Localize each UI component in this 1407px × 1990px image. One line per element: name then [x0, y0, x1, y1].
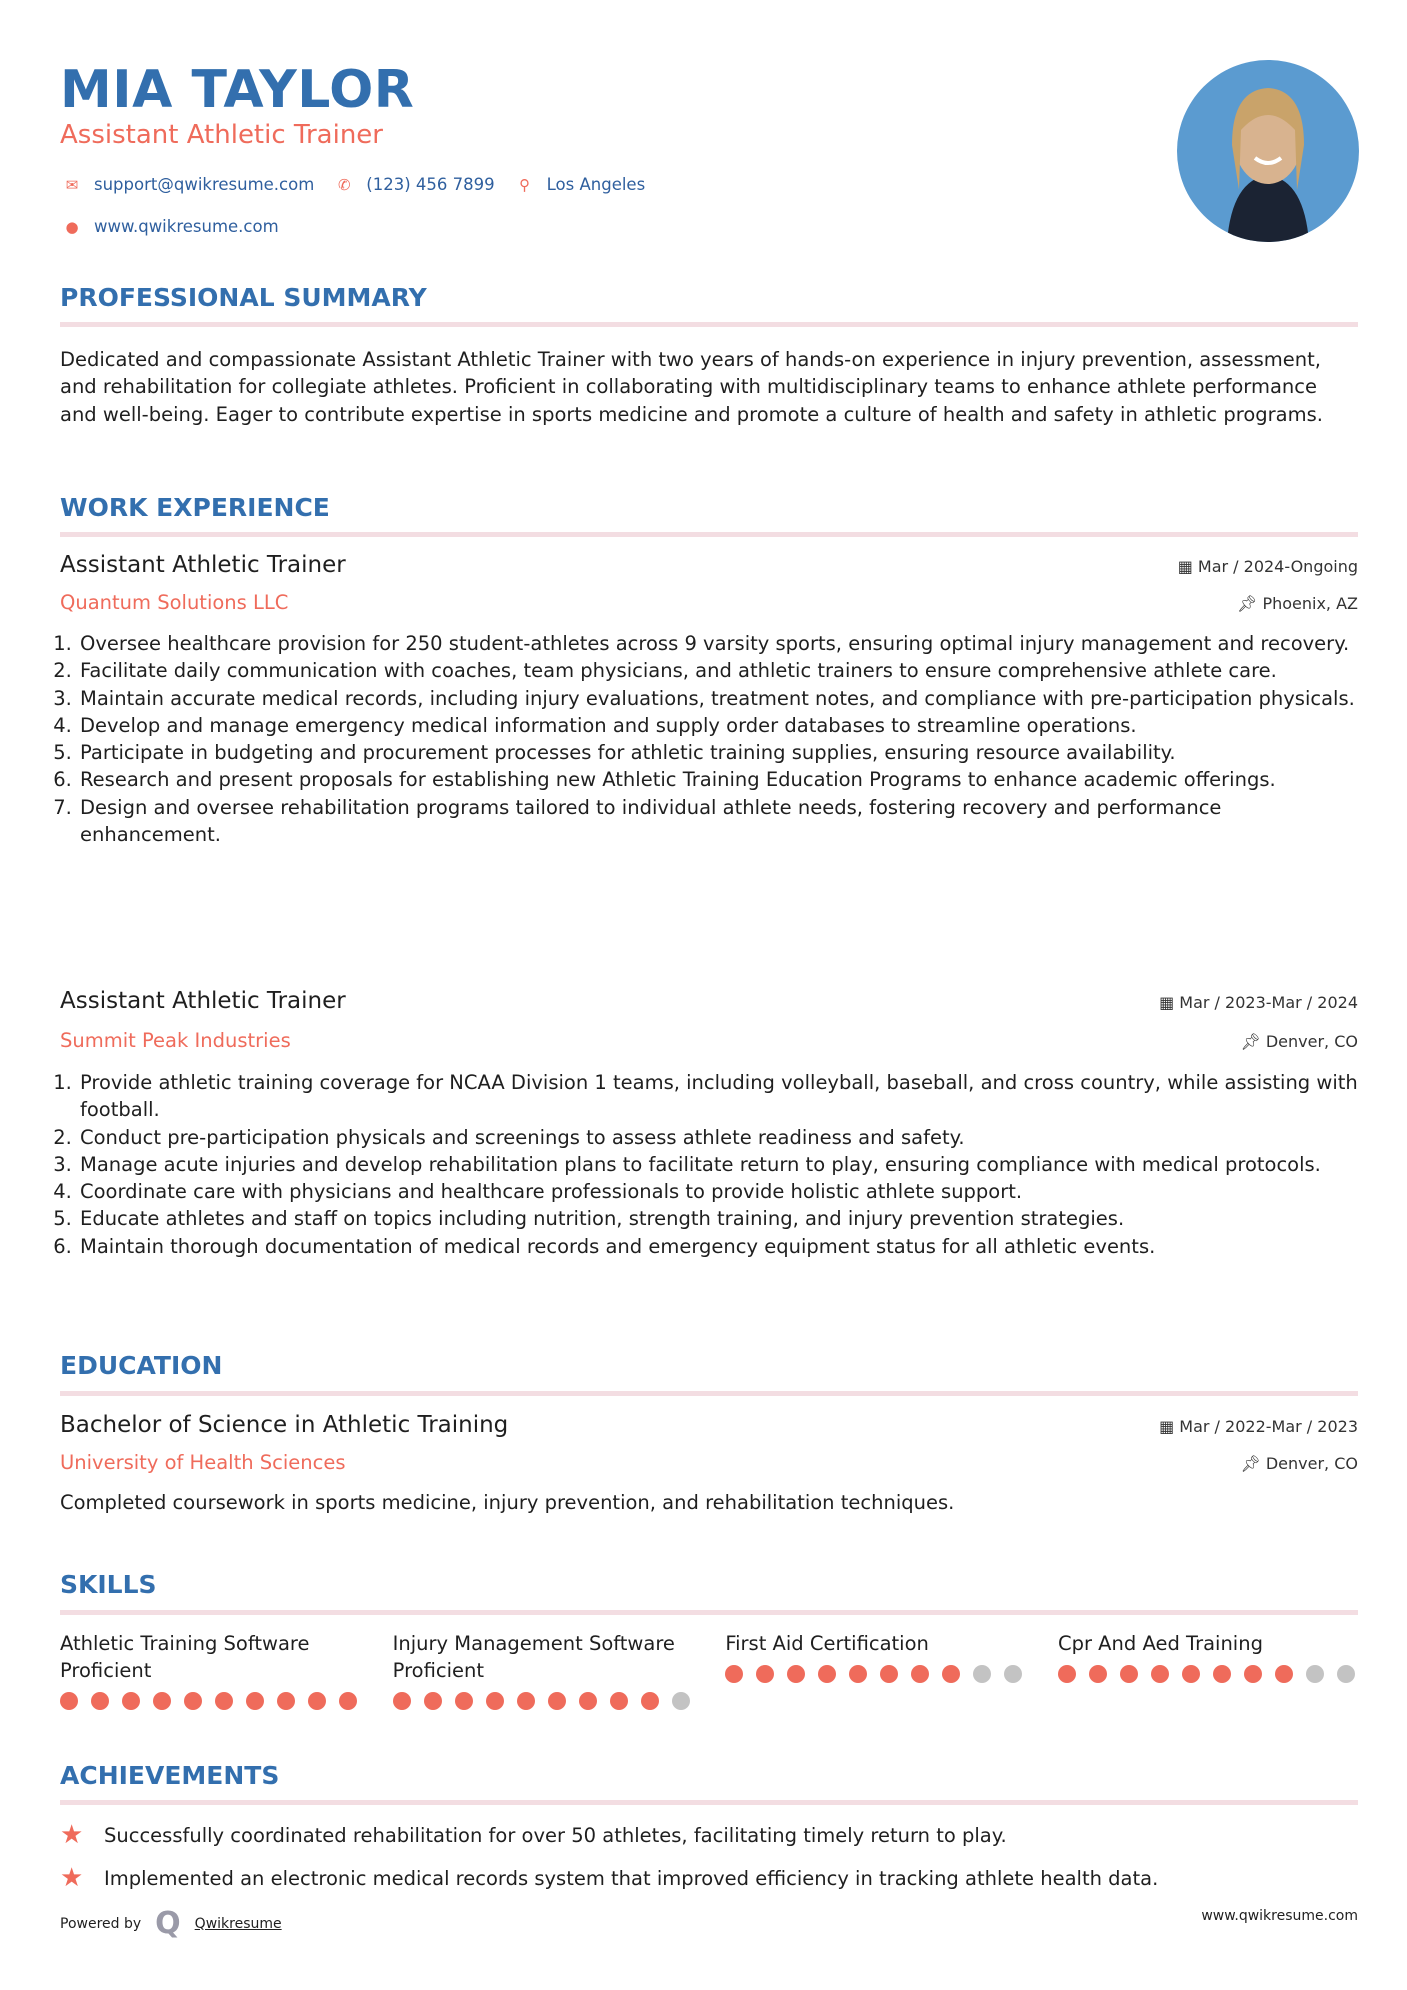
rating-dot-filled [641, 1692, 659, 1710]
phone-text: (123) 456 7899 [366, 175, 495, 194]
job-2-duties [60, 1069, 1358, 1260]
location-text: Los Angeles [546, 175, 646, 194]
footer-brand [60, 1906, 282, 1941]
list-item: 1. Oversee healthcare provision for 250 student-athletes across 9 varsity sports, ensuring optimal injury management and recovery. [78, 630, 1358, 657]
skill-name: Injury Management Software Proficient [392, 1632, 675, 1682]
list-item: 7. Design and oversee rehabilitation programs tailored to individual athlete needs, fostering recovery and performance enhancement. [78, 794, 1358, 849]
pin-icon: 📌︎ [1240, 1454, 1266, 1473]
footer-site[interactable]: www.qwikresume.com [1201, 1908, 1358, 1924]
achievement-text: Implemented an electronic medical records system that improved efficiency in tracking athlete health data. [104, 1866, 1159, 1890]
email-icon: ✉ [65, 175, 79, 194]
pin-icon: 📌︎ [1240, 1032, 1266, 1051]
rating-dot-empty [1306, 1665, 1324, 1683]
skill-item [725, 1630, 1025, 1710]
experience-heading: WORK EXPERIENCE [60, 493, 330, 522]
rating-dot-filled [756, 1665, 774, 1683]
list-item: 4. Coordinate care with physicians and healthcare professionals to provide holistic athlete support. [78, 1178, 1358, 1205]
location-pin-icon: ⚲ [519, 175, 531, 194]
rating-dot-filled [60, 1692, 78, 1710]
rating-dot-filled [579, 1692, 597, 1710]
star-icon: ★ [60, 1820, 84, 1850]
divider [60, 322, 1358, 327]
achievement-item [60, 1820, 1007, 1850]
rating-dot-empty [1004, 1665, 1022, 1683]
calendar-icon: ▦ [1159, 1417, 1180, 1436]
skill-item [393, 1630, 693, 1710]
qwikresume-logo-icon: Q [155, 1906, 181, 1941]
rating-dot-filled [818, 1665, 836, 1683]
skill-name: Athletic Training Software Proficient [60, 1632, 310, 1682]
job-title: Assistant Athletic Trainer [60, 988, 346, 1014]
education-description: Completed coursework in sports medicine, injury prevention, and rehabilitation techniques. [60, 1491, 955, 1514]
rating-dot-filled [1058, 1665, 1076, 1683]
job-date: Mar / 2023-Mar / 2024 [1179, 993, 1358, 1012]
divider [60, 1800, 1358, 1805]
rating-dot-filled [1120, 1665, 1138, 1683]
rating-dot-filled [942, 1665, 960, 1683]
achievement-text: Successfully coordinated rehabilitation for over 50 athletes, facilitating timely return to play. [104, 1823, 1007, 1847]
list-item: 1. Provide athletic training coverage for NCAA Division 1 teams, including volleyball, baseball, and cross country, while assisting with football. [78, 1069, 1358, 1124]
job-1-duties [60, 630, 1358, 848]
list-item: 4. Develop and manage emergency medical information and supply order databases to streamline operations. [78, 712, 1358, 739]
rating-dot-empty [1337, 1665, 1355, 1683]
star-icon: ★ [60, 1863, 84, 1893]
rating-dot-filled [548, 1692, 566, 1710]
rating-dot-filled [122, 1692, 140, 1710]
company-name: Summit Peak Industries [60, 1029, 291, 1052]
website-link[interactable]: www.qwikresume.com [94, 217, 279, 236]
rating-dot-filled [725, 1665, 743, 1683]
rating-dot-filled [91, 1692, 109, 1710]
list-item: 2. Conduct pre-participation physicals and screenings to assess athlete readiness and safety. [78, 1124, 1358, 1151]
rating-dot-filled [1182, 1665, 1200, 1683]
rating-dot-filled [787, 1665, 805, 1683]
divider [60, 532, 1358, 537]
rating-dot-filled [393, 1692, 411, 1710]
rating-dot-filled [880, 1665, 898, 1683]
rating-dot-filled [1089, 1665, 1107, 1683]
job-1-header [60, 552, 1358, 578]
list-item: 6. Maintain thorough documentation of medical records and emergency equipment status for all athletic events. [78, 1233, 1358, 1260]
job-title: Assistant Athletic Trainer [60, 552, 346, 578]
achievements-heading: ACHIEVEMENTS [60, 1761, 280, 1790]
skill-rating [725, 1665, 1025, 1683]
job-location: Denver, CO [1265, 1032, 1358, 1051]
rating-dot-filled [610, 1692, 628, 1710]
pin-icon: 📌︎ [1237, 594, 1263, 613]
skill-item [60, 1630, 360, 1710]
rating-dot-filled [424, 1692, 442, 1710]
skill-rating [1058, 1665, 1358, 1683]
education-date: Mar / 2022-Mar / 2023 [1179, 1417, 1358, 1436]
list-item: 5. Educate athletes and staff on topics including nutrition, strength training, and injury prevention strategies. [78, 1205, 1358, 1232]
job-1-subheader [60, 591, 1358, 614]
job-date: Mar / 2024-Ongoing [1197, 557, 1358, 576]
school-name: University of Health Sciences [60, 1451, 346, 1474]
rating-dot-filled [153, 1692, 171, 1710]
summary-heading: PROFESSIONAL SUMMARY [60, 283, 427, 312]
profile-photo [1177, 60, 1359, 242]
divider [60, 1391, 1358, 1396]
phone-icon: ✆ [338, 175, 351, 194]
divider [60, 1610, 1358, 1615]
skills-heading: SKILLS [60, 1570, 157, 1599]
rating-dot-filled [1244, 1665, 1262, 1683]
education-heading: EDUCATION [60, 1351, 223, 1380]
calendar-icon: ▦ [1159, 993, 1180, 1012]
summary-text: Dedicated and compassionate Assistant Athletic Trainer with two years of hands-on experience in injury prevention, assessment, and rehabilitation for collegiate athletes. Proficient in collaborating with multidisciplinary teams to enhance athlete performance and well-being. Eager to contribute expertise in sports medicine and promote a culture of health and safety in athletic programs. [60, 348, 1323, 426]
education-subheader [60, 1451, 1358, 1474]
achievement-item [60, 1863, 1158, 1893]
job-2-header [60, 988, 1358, 1014]
degree: Bachelor of Science in Athletic Training [60, 1412, 509, 1438]
contact-row [60, 175, 663, 194]
powered-by-label: Powered by [60, 1915, 142, 1932]
list-item: 5. Participate in budgeting and procurement processes for athletic training supplies, ensuring resource availability. [78, 739, 1358, 766]
rating-dot-filled [215, 1692, 233, 1710]
rating-dot-filled [277, 1692, 295, 1710]
rating-dot-empty [973, 1665, 991, 1683]
rating-dot-filled [246, 1692, 264, 1710]
calendar-icon: ▦ [1177, 557, 1198, 576]
skill-item [1058, 1630, 1358, 1710]
education-header [60, 1412, 1358, 1438]
skill-rating [393, 1692, 693, 1710]
candidate-title: Assistant Athletic Trainer [60, 120, 383, 150]
skill-name: First Aid Certification [725, 1632, 929, 1655]
qwikresume-link[interactable]: Qwikresume [194, 1915, 282, 1932]
skill-rating [60, 1692, 360, 1710]
skill-name: Cpr And Aed Training [1057, 1632, 1263, 1655]
rating-dot-filled [911, 1665, 929, 1683]
rating-dot-filled [517, 1692, 535, 1710]
job-location: Phoenix, AZ [1262, 594, 1358, 613]
rating-dot-filled [1151, 1665, 1169, 1683]
rating-dot-filled [339, 1692, 357, 1710]
rating-dot-filled [455, 1692, 473, 1710]
rating-dot-filled [486, 1692, 504, 1710]
list-item: 3. Manage acute injuries and develop rehabilitation plans to facilitate return to play, ensuring compliance with medical protocols. [78, 1151, 1358, 1178]
rating-dot-filled [308, 1692, 326, 1710]
candidate-name: MIA TAYLOR [60, 60, 415, 120]
skills-grid [60, 1630, 1358, 1710]
rating-dot-filled [849, 1665, 867, 1683]
rating-dot-empty [672, 1692, 690, 1710]
globe-icon: ● [65, 217, 79, 236]
rating-dot-filled [1275, 1665, 1293, 1683]
education-location: Denver, CO [1265, 1454, 1358, 1473]
list-item: 3. Maintain accurate medical records, including injury evaluations, treatment notes, and compliance with pre-participation physicals. [78, 685, 1358, 712]
list-item: 6. Research and present proposals for establishing new Athletic Training Education Programs to enhance academic offerings. [78, 766, 1358, 793]
list-item: 2. Facilitate daily communication with coaches, team physicians, and athletic trainers to ensure comprehensive athlete care. [78, 657, 1358, 684]
company-name: Quantum Solutions LLC [60, 591, 289, 614]
job-2-subheader [60, 1029, 1358, 1052]
rating-dot-filled [184, 1692, 202, 1710]
website-row [60, 217, 297, 236]
email-link[interactable]: support@qwikresume.com [94, 175, 315, 194]
rating-dot-filled [1213, 1665, 1231, 1683]
